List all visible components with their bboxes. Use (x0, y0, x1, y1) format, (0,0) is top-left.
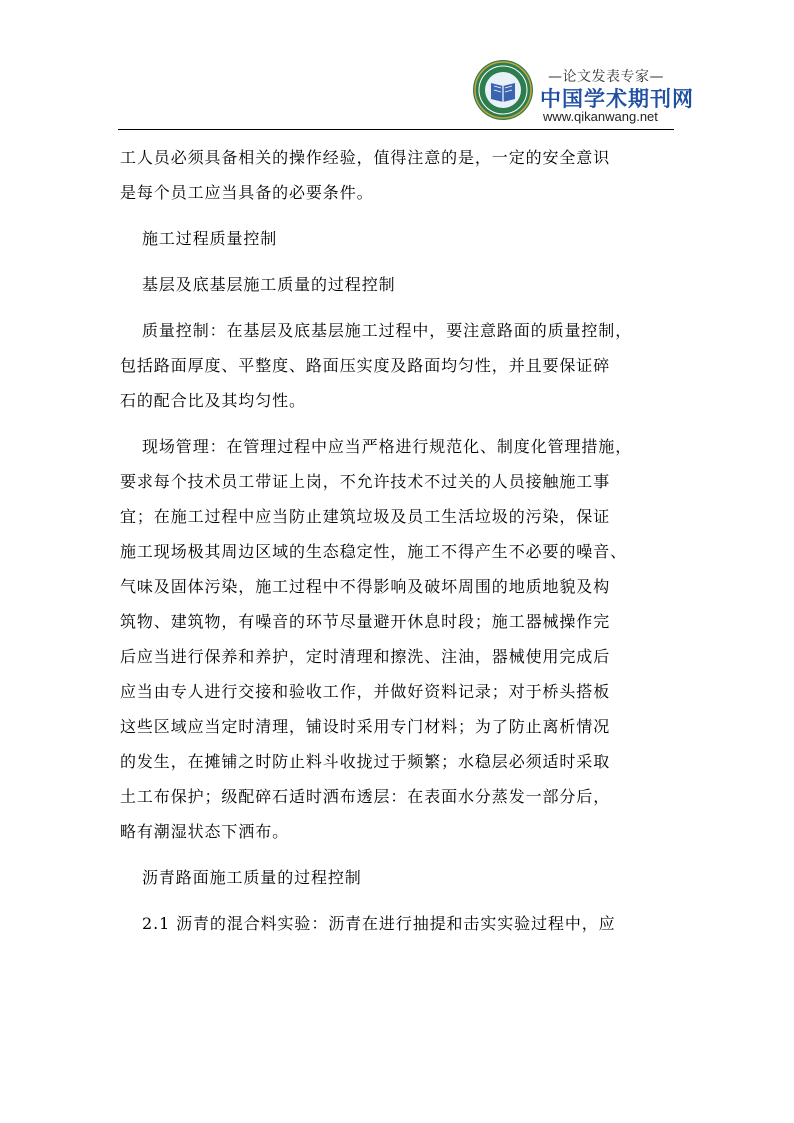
paragraph-line: 这些区域应当定时清理，铺设时采用专门材料；为了防止离析情况 (120, 717, 611, 736)
paragraph-line: 施工现场极其周边区域的生态稳定性，施工不得产生不必要的噪音、 (120, 542, 628, 561)
paragraph-line: 土工布保护；级配碎石适时洒布透层：在表面水分蒸发一部分后， (120, 787, 611, 806)
paragraph-line: 工人员必须具备相关的操作经验，值得注意的是，一定的安全意识 (120, 148, 611, 167)
paragraph-line: 的发生，在摊铺之时防止料斗收拢过于频繁；水稳层必须适时采取 (120, 752, 611, 771)
paragraph-gap (120, 418, 680, 429)
paragraph-line: 石的配合比及其均匀性。 (120, 391, 306, 410)
paragraph-line: 应当由专人进行交接和验收工作，并做好资料记录；对于桥头搭板 (120, 682, 611, 701)
page-header (0, 0, 794, 140)
paragraph-line: 略有潮湿状态下洒布。 (120, 822, 290, 841)
section-heading: 沥青路面施工质量的过程控制 (142, 868, 362, 887)
paragraph-gap (120, 302, 680, 313)
document-body (120, 140, 680, 941)
header-divider (118, 129, 674, 130)
paragraph-line: 要求每个技术员工带证上岗，不允许技术不过关的人员接触施工事 (120, 472, 611, 491)
section-heading: 施工过程质量控制 (142, 229, 278, 248)
paragraph-line: 包括路面厚度、平整度、路面压实度及路面均匀性，并且要保证碎 (120, 356, 611, 375)
header-tagline: —论文发表专家— (548, 69, 664, 85)
paragraph-gap (120, 849, 680, 860)
section-heading: 基层及底基层施工质量的过程控制 (142, 275, 396, 294)
journal-seal-logo (472, 59, 534, 121)
paragraph-line: 2.1 沥青的混合料实验：沥青在进行抽提和击实实验过程中，应 (142, 914, 616, 933)
paragraph-line: 现场管理：在管理过程中应当严格进行规范化、制度化管理措施， (142, 437, 633, 456)
paragraph-line: 宜；在施工过程中应当防止建筑垃圾及员工生活垃圾的污染，保证 (120, 507, 611, 526)
paragraph-line: 是每个员工应当具备的必要条件。 (120, 183, 374, 202)
paragraph-line: 筑物、建筑物，有噪音的环节尽量避开休息时段；施工器械操作完 (120, 612, 611, 631)
paragraph-gap (120, 210, 680, 221)
header-site-url[interactable]: www.qikanwang.net (543, 109, 658, 124)
paragraph-line: 质量控制：在基层及底基层施工过程中，要注意路面的质量控制， (142, 321, 633, 340)
header-brand-title: 中国学术期刊网 (540, 87, 694, 111)
paragraph-line: 后应当进行保养和养护，定时清理和擦洗、注油，器械使用完成后 (120, 647, 611, 666)
paragraph-gap (120, 895, 680, 906)
paragraph-line: 气味及固体污染，施工过程中不得影响及破坏周围的地质地貌及构 (120, 577, 611, 596)
paragraph-gap (120, 256, 680, 267)
